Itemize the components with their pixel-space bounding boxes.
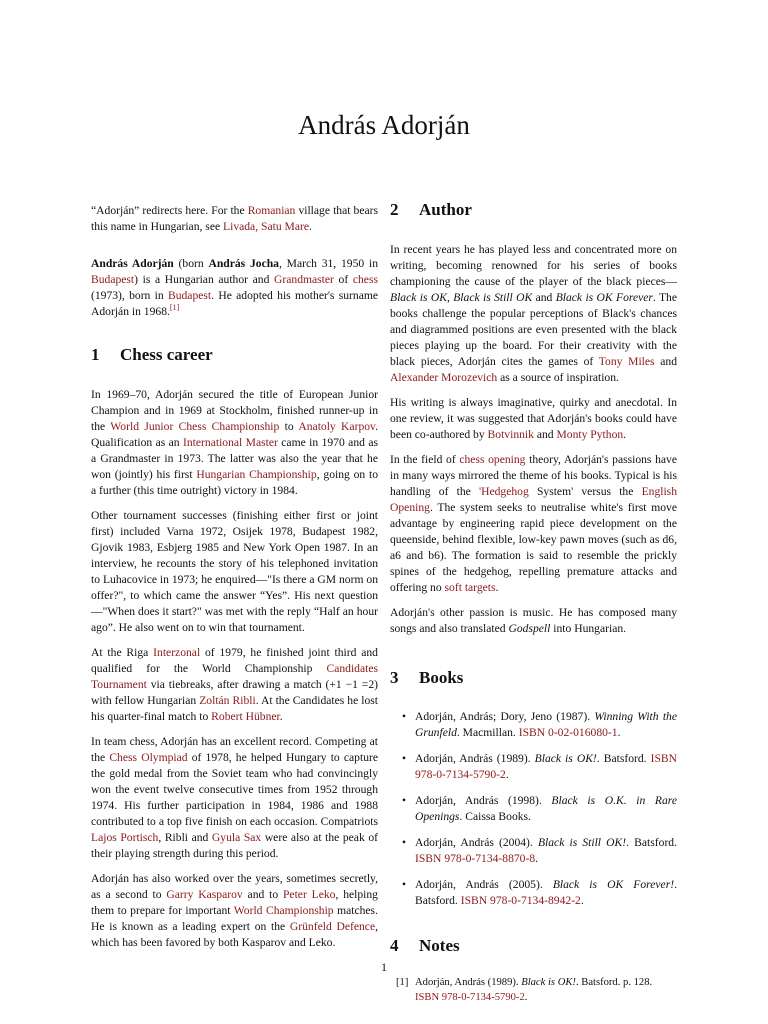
list-item <box>402 709 677 741</box>
link-international-master[interactable]: International Master <box>183 436 278 449</box>
author-paragraph <box>390 395 677 443</box>
bullet-icon: • <box>402 794 407 807</box>
paragraph-text: , helping them to prepare for important <box>91 888 378 917</box>
list-item <box>402 751 677 783</box>
paragraph-text: into Hungarian. <box>550 622 627 635</box>
link-hungarian-championship[interactable]: Hungarian Championship <box>196 468 317 481</box>
hatnote <box>91 203 378 235</box>
page-title: András Adorján <box>298 110 470 140</box>
link-chess-olympiad[interactable]: Chess Olympiad <box>109 751 188 764</box>
citation-text: Adorján, András (1998). <box>415 794 552 807</box>
book-title: Winning With the Grunfeld <box>415 710 677 739</box>
paragraph-text: and <box>654 355 677 368</box>
paragraph-text: , <box>446 291 454 304</box>
link-anatoly-karpov[interactable]: Anatoly Karpov <box>298 420 376 433</box>
paragraph-text: via tiebreaks, after drawing a match (+1 −1 =2) with fellow Hungarian <box>91 678 378 707</box>
paragraph-text: . At the Candidates he lost his quarter-final match to <box>91 694 379 723</box>
paragraph-text: . The system seeks to neutralise white's first move advantage by engineering rapid piece development on the queenside, behind flexible, low-key pawn moves (such as d6, a6 and b6). The formation is said to resemble the prickly spines of the hedgehog, repelling premature attacks and offering no <box>390 501 677 594</box>
section-heading-notes <box>390 935 677 957</box>
intro-text: (born <box>173 257 209 270</box>
link-monty-python[interactable]: Monty Python <box>556 428 624 441</box>
section-number: 4 <box>390 936 399 955</box>
reference-1[interactable]: [1] <box>169 303 180 313</box>
intro-text: ) is a Hungarian author and <box>134 273 275 286</box>
paragraph-text: At the Riga <box>91 646 154 659</box>
book-list <box>390 709 677 909</box>
citation-text: . Batsford. p. 128. <box>575 977 653 988</box>
paragraph-text: and <box>533 428 557 441</box>
link-romanian[interactable]: Romanian <box>247 204 296 217</box>
paragraph-text: . The books challenge the popular perceptions of Black's chances and diagrammed positions are even presented with the black pieces playing up the board. For their creativity with the black pieces, Adorján cites the games of <box>390 291 677 368</box>
hatnote-text: . <box>308 220 312 233</box>
citation-text: Adorján, András (2005). <box>415 878 553 891</box>
paragraph-text: . <box>495 581 499 594</box>
paragraph-text: System' versus the <box>528 485 642 498</box>
citation-text: . <box>580 894 584 907</box>
isbn-link[interactable]: ISBN 978-0-7134-5790-2 <box>415 752 677 781</box>
citation-text: . <box>535 852 539 865</box>
link-botvinnik[interactable]: Botvinnik <box>487 428 534 441</box>
career-paragraph: Other tournament successes (finishing either first or joint first) included Varna 1972, Osijek 1978, Budapest 1982, Gjovik 1983, Esbjerg 1985 and New York Open 1987. In an interview, he recounts the story of his telephoned invitation to Luhacovice in 1973; he enquired—"Is there a GM norm on offer?", to which came the answer “Yes”. His next question—"When does it start?" was met with the reply “Half an hour ago”. He also went on to win that tournament. <box>91 509 378 634</box>
section-title: Author <box>419 200 472 219</box>
paragraph-text: In 1969–70, Adorján secured the title of European Junior Champion and in 1969 at Stockholm, finished runner-up in the <box>91 388 378 433</box>
paragraph-text: theory, Adorján's passions have in many ways mirrored the theme of his books. Typical is his handling of the <box>390 453 677 498</box>
link-grunfeld-defence[interactable]: Grünfeld Defence <box>289 920 376 933</box>
list-item <box>390 975 677 1005</box>
paragraph-text: In recent years he has played less and concentrated more on writing, becoming renowned for his series of books championing the cause of the player of the black pieces— <box>390 243 677 288</box>
intro-text: of <box>333 273 353 286</box>
left-column <box>91 203 378 960</box>
work-title: Godspell <box>508 622 551 635</box>
link-soft-targets[interactable]: soft targets <box>444 581 496 594</box>
paragraph-text: Adorján's other passion is music. He has composed many songs and also translated <box>390 606 677 635</box>
paragraph-text: His writing is always imaginative, quirky and anecdotal. In one review, it was suggested that Adorján's books could have been co-authored by <box>390 396 677 441</box>
isbn-link[interactable]: ISBN 0-02-016080-1 <box>518 726 618 739</box>
section-number: 3 <box>390 668 399 687</box>
link-world-championship[interactable]: World Championship <box>233 904 334 917</box>
paragraph-text: . <box>279 710 283 723</box>
note-marker: [1] <box>396 977 409 988</box>
link-tony-miles[interactable]: Tony Miles <box>598 355 655 368</box>
subject-name: András Adorján <box>91 257 174 270</box>
link-robert-hubner[interactable]: Robert Hübner <box>211 710 280 723</box>
paragraph-text: matches. He is known as a leading expert on the <box>91 904 378 933</box>
hatnote-text: village that bears this name in Hungarian, see <box>91 204 378 233</box>
bullet-icon: • <box>402 752 407 765</box>
section-heading-chess-career <box>91 344 378 366</box>
list-item <box>402 877 677 909</box>
book-title: Black is Still OK! <box>537 836 627 849</box>
citation-text: . <box>524 992 528 1003</box>
link-gyula-sax[interactable]: Gyula Sax <box>211 831 262 844</box>
link-livada-satu-mare[interactable]: Livada, Satu Mare <box>223 220 309 233</box>
book-title: Black is Still OK <box>453 291 533 304</box>
section-number: 1 <box>91 345 100 364</box>
link-lajos-portisch[interactable]: Lajos Portisch <box>91 831 159 844</box>
intro-text: (1973), born in <box>91 289 168 302</box>
paragraph-text: In team chess, Adorján has an excellent record. Competing at the <box>91 735 378 764</box>
paragraph-text: . Qualification as an <box>91 420 378 449</box>
paragraph-text: as a source of inspiration. <box>497 371 619 384</box>
right-column <box>390 199 677 1005</box>
book-title: Black is O.K. in Rare Openings <box>415 794 677 823</box>
paragraph-text: to <box>279 420 299 433</box>
link-zoltan-ribli[interactable]: Zoltán Ribli <box>199 694 256 707</box>
list-item <box>402 793 677 825</box>
link-grandmaster[interactable]: Grandmaster <box>274 273 334 286</box>
author-paragraph <box>390 605 677 637</box>
career-paragraph <box>91 645 378 725</box>
link-garry-kasparov[interactable]: Garry Kasparov <box>166 888 243 901</box>
paragraph-text: and <box>532 291 556 304</box>
link-peter-leko[interactable]: Peter Leko <box>282 888 336 901</box>
paragraph-text: , which has been favored by both Kasparov and Leko. <box>91 920 378 949</box>
author-paragraph <box>390 452 677 596</box>
book-title: Black is OK Forever! <box>552 878 675 891</box>
link-interzonal[interactable]: Interzonal <box>153 646 201 659</box>
paragraph-text: of 1978, he helped Hungary to capture the gold medal from the Soviet team who had convincingly won the event twelve consecutive times from 1952 through 1974. His further participation in 1984, 1986 and 1988 contributed to a top five finish on each occasion. Compatriots <box>91 751 378 828</box>
link-alexander-morozevich[interactable]: Alexander Morozevich <box>390 371 498 384</box>
paragraph-text: were also at the peak of their playing strength during this period. <box>91 831 378 860</box>
list-item <box>402 835 677 867</box>
book-title: Black is OK <box>390 291 447 304</box>
citation-text: Adorján, András (2004). <box>415 836 538 849</box>
paragraph-text: , going on to a further (this time outright) victory in 1984. <box>91 468 378 497</box>
citation-text: . Macmillan. <box>456 726 519 739</box>
book-title: Black is OK! <box>521 977 576 988</box>
link-chess[interactable]: chess <box>352 273 378 286</box>
paragraph-text: came in 1970 and as a Grandmaster in 1973. The latter was also the year that he won (jointly) his first <box>91 436 378 481</box>
citation-text: . <box>505 768 509 781</box>
citation-text: Adorján, András (1989). <box>415 752 535 765</box>
link-candidates-tournament[interactable]: Candidates Tournament <box>91 662 378 691</box>
link-budapest[interactable]: Budapest <box>91 273 135 286</box>
paragraph-text: Adorján has also worked over the years, sometimes secretly, as a second to <box>91 872 378 901</box>
career-paragraph <box>91 734 378 862</box>
paragraph-text: In the field of <box>390 453 460 466</box>
link-world-junior-chess-championship[interactable]: World Junior Chess Championship <box>110 420 280 433</box>
intro-paragraph <box>91 256 378 320</box>
isbn-link[interactable]: ISBN 978-0-7134-5790-2 <box>415 992 525 1003</box>
link-english-opening[interactable]: English Opening <box>390 485 677 514</box>
section-title: Chess career <box>120 345 213 364</box>
link-chess-opening[interactable]: chess opening <box>459 453 526 466</box>
birth-name: András Jocha <box>208 257 279 270</box>
citation-text: . Batsford. <box>415 878 677 907</box>
citation-text: Adorján, András; Dory, Jeno (1987). <box>415 710 595 723</box>
hatnote-text: “Adorján” redirects here. For the <box>91 204 248 217</box>
citation-text: Adorján, András (1989). <box>415 977 522 988</box>
career-paragraph <box>91 871 378 951</box>
intro-text: . He adopted his mother's surname Adorján in 1968. <box>91 289 378 318</box>
book-title: Black is OK! <box>534 752 597 765</box>
paragraph-text: and to <box>242 888 283 901</box>
paragraph-text: of 1979, he finished joint third and qualified for the World Championship <box>91 646 378 675</box>
citation-text: . Batsford. <box>596 752 651 765</box>
intro-text: , March 31, 1950 in <box>278 257 378 270</box>
link-budapest[interactable]: Budapest <box>167 289 212 302</box>
citation-text: . Batsford. <box>626 836 677 849</box>
isbn-link[interactable]: ISBN 978-0-7134-8870-8 <box>415 852 536 865</box>
bullet-icon: • <box>402 710 407 723</box>
author-paragraph <box>390 242 677 386</box>
section-heading-author <box>390 199 677 221</box>
book-title: Black is OK Forever <box>555 291 653 304</box>
section-heading-books <box>390 667 677 689</box>
page-number: 1 <box>381 960 387 974</box>
section-title: Books <box>419 668 464 687</box>
isbn-link[interactable]: ISBN 978-0-7134-8942-2 <box>460 894 581 907</box>
bullet-icon: • <box>402 836 407 849</box>
link-hedgehog[interactable]: 'Hedgehog <box>479 485 529 498</box>
citation-text: . <box>617 726 621 739</box>
citation-text: . Caissa Books. <box>459 810 531 823</box>
paragraph-text: . <box>623 428 627 441</box>
notes-list <box>390 975 677 1005</box>
section-title: Notes <box>419 936 460 955</box>
bullet-icon: • <box>402 878 407 891</box>
paragraph-text: , Ribli and <box>158 831 212 844</box>
section-number: 2 <box>390 200 399 219</box>
career-paragraph <box>91 387 378 499</box>
